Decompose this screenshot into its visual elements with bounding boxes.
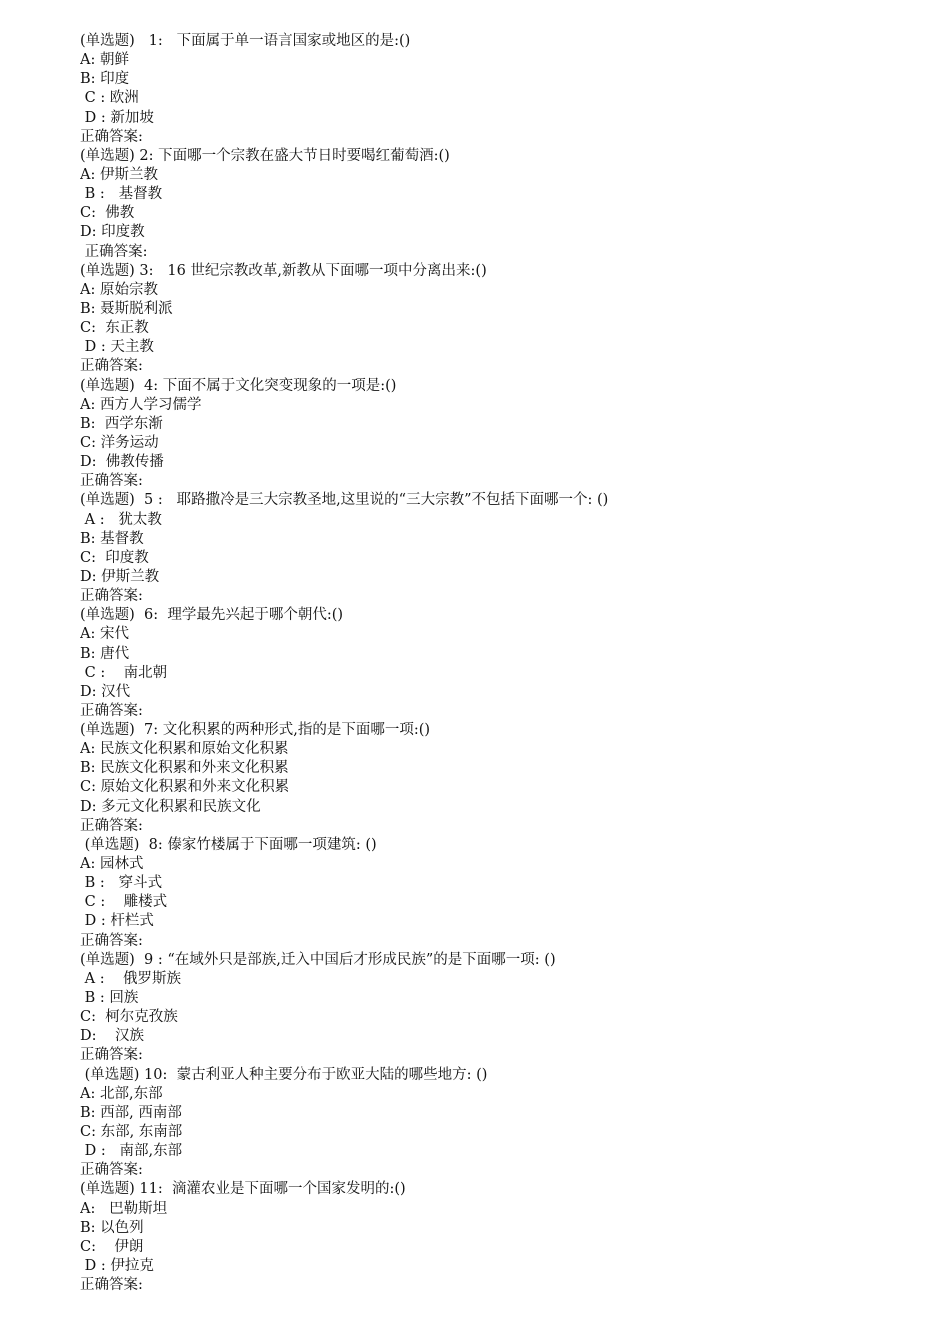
question-block <box>80 951 920 1066</box>
answer-option: B : 回族 <box>80 990 139 1007</box>
answer-option: C : 雕楼式 <box>80 894 168 911</box>
answer-option: C : 南北朝 <box>80 664 168 681</box>
answer-option: B : 穿斗式 <box>80 875 163 892</box>
answer-option: C: 柯尔克孜族 <box>80 1009 178 1026</box>
correct-answer-label: 正确答案: <box>80 1162 143 1179</box>
answer-option: C: 东正教 <box>80 320 149 337</box>
answer-option: D : 新加坡 <box>80 109 154 126</box>
question-block <box>80 721 920 836</box>
question-stem: (单选题) 1: 下面属于单一语言国家或地区的是:() <box>80 33 411 49</box>
answer-option: A: 北部,东部 <box>80 1085 163 1102</box>
question-block <box>80 836 920 951</box>
answer-option: D : 南部,东部 <box>80 1143 183 1160</box>
answer-option: A: 巴勒斯坦 <box>80 1200 168 1217</box>
answer-option: D : 天主教 <box>80 339 154 356</box>
answer-option: B : 基督教 <box>80 186 163 203</box>
answer-option: B: 西学东渐 <box>80 415 163 432</box>
answer-option: D: 汉族 <box>80 1028 144 1045</box>
question-stem: (单选题) 8: 傣家竹楼属于下面哪一项建筑: () <box>80 836 377 853</box>
question-block <box>80 1180 920 1295</box>
answer-option: A : 俄罗斯族 <box>80 970 182 987</box>
answer-option: C: 印度教 <box>80 549 149 566</box>
question-stem: (单选题) 5 : 耶路撒冷是三大宗教圣地,这里说的“三大宗教”不包括下面哪一个: () <box>80 492 609 509</box>
question-block <box>80 32 920 147</box>
question-block <box>80 1066 920 1181</box>
correct-answer-label: 正确答案: <box>80 358 143 375</box>
answer-option: A: 伊斯兰教 <box>80 166 158 183</box>
answer-option: B: 基督教 <box>80 530 144 547</box>
answer-option: C: 佛教 <box>80 205 135 222</box>
question-block <box>80 606 920 721</box>
correct-answer-label: 正确答案: <box>80 932 143 949</box>
answer-option: C : 欧洲 <box>80 90 139 107</box>
answer-option: C: 原始文化积累和外来文化积累 <box>80 779 290 796</box>
question-stem: (单选题) 7: 文化积累的两种形式,指的是下面哪一项:() <box>80 722 431 739</box>
answer-option: D : 杆栏式 <box>80 913 154 930</box>
answer-option: C: 东部, 东南部 <box>80 1124 183 1141</box>
question-stem: (单选题) 3: 16 世纪宗教改革,新教从下面哪一项中分离出来:() <box>80 262 487 279</box>
answer-option: A: 西方人学习儒学 <box>80 396 202 413</box>
answer-option: D: 佛教传播 <box>80 454 164 471</box>
question-block <box>80 147 920 262</box>
answer-option: D: 汉代 <box>80 683 131 700</box>
answer-option: B: 民族文化积累和外来文化积累 <box>80 760 289 777</box>
answer-option: D : 伊拉克 <box>80 1258 154 1274</box>
question-block <box>80 262 920 377</box>
question-stem: (单选题) 2: 下面哪一个宗教在盛大节日时要喝红葡萄酒:() <box>80 147 450 164</box>
answer-option: B: 印度 <box>80 71 130 88</box>
answer-option: B: 西部, 西南部 <box>80 1104 182 1121</box>
answer-option: D: 印度教 <box>80 224 145 241</box>
question-stem: (单选题) 9 : “在域外只是部族,迁入中国后才形成民族”的是下面哪一项: () <box>80 951 556 968</box>
answer-option: A: 朝鲜 <box>80 52 129 69</box>
answer-option: B: 以色列 <box>80 1219 144 1236</box>
answer-option: C: 洋务运动 <box>80 434 159 451</box>
correct-answer-label: 正确答案: <box>80 1047 143 1064</box>
question-block <box>80 491 920 606</box>
correct-answer-label: 正确答案: <box>80 243 148 260</box>
question-stem: (单选题) 10: 蒙古利亚人种主要分布于欧亚大陆的哪些地方: () <box>80 1066 488 1083</box>
correct-answer-label: 正确答案: <box>80 128 143 145</box>
answer-option: A: 原始宗教 <box>80 281 158 298</box>
question-stem: (单选题) 11: 滴灌农业是下面哪一个国家发明的:() <box>80 1181 406 1198</box>
answer-option: D: 多元文化积累和民族文化 <box>80 798 261 815</box>
answer-option: D: 伊斯兰教 <box>80 568 160 585</box>
correct-answer-label: 正确答案: <box>80 473 143 490</box>
question-block <box>80 377 920 492</box>
answer-option: B: 聂斯脱利派 <box>80 300 173 317</box>
correct-answer-label: 正确答案: <box>80 588 143 605</box>
correct-answer-label: 正确答案: <box>80 817 143 834</box>
answer-option: A: 宋代 <box>80 626 129 643</box>
correct-answer-label: 正确答案: <box>80 1277 143 1294</box>
answer-option: A: 民族文化积累和原始文化积累 <box>80 741 289 758</box>
correct-answer-label: 正确答案: <box>80 702 143 719</box>
answer-option: B: 唐代 <box>80 645 130 662</box>
question-stem: (单选题) 4: 下面不属于文化突变现象的一项是:() <box>80 377 397 394</box>
question-stem: (单选题) 6: 理学最先兴起于哪个朝代:() <box>80 607 344 624</box>
answer-option: C: 伊朗 <box>80 1238 144 1255</box>
question-document <box>80 32 920 1295</box>
answer-option: A: 园林式 <box>80 856 144 873</box>
answer-option: A : 犹太教 <box>80 511 162 528</box>
